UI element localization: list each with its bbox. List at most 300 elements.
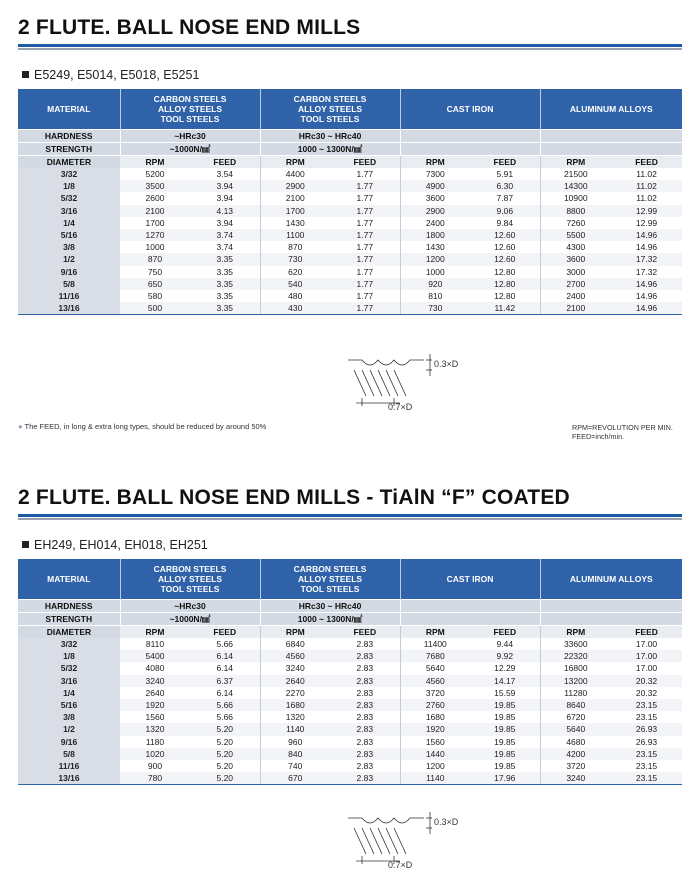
- strength-aluminum: [540, 613, 682, 626]
- rpm-cell: 3240: [260, 662, 330, 674]
- rpm-cell: 1140: [260, 723, 330, 735]
- hardness-cast-iron: [400, 600, 540, 613]
- feed-cell: 5.20: [216, 736, 234, 747]
- rpm-cell: 1920: [400, 723, 470, 735]
- title-rule-shadow: [18, 48, 682, 50]
- rpm-cell: 5640: [540, 723, 611, 735]
- feed-cell: 12.99: [635, 217, 658, 228]
- strength-carbon-2: 1000 ~ 1300N/㎟: [260, 143, 400, 156]
- diameter-cell: 3/16: [18, 205, 120, 217]
- rpm-cell: 1700: [260, 205, 330, 217]
- diameter-cell: 5/16: [18, 699, 120, 711]
- header-material: MATERIAL: [18, 559, 120, 600]
- feed-cell: 2.83: [330, 723, 400, 735]
- header-carbon-steels: [120, 559, 260, 600]
- cutting-conditions-table: [18, 559, 682, 785]
- feed-cell: 2.83: [356, 687, 374, 698]
- rpm-cell: 2760: [400, 699, 470, 711]
- feed-cell: 6.37: [190, 675, 260, 687]
- rpm-cell: 1700: [145, 217, 165, 228]
- feed-cell: 12.80: [494, 290, 516, 301]
- rpm-column-header: RPM: [540, 626, 611, 639]
- strength-carbon-1: ~1000N/㎟: [120, 613, 260, 626]
- feed-cell: 1.77: [330, 278, 400, 290]
- table-row: [18, 229, 682, 241]
- rpm-cell: 740: [260, 760, 330, 772]
- feed-cell: 14.17: [470, 675, 540, 687]
- header-line: ALLOY STEELS: [297, 104, 363, 114]
- diameter-cell: 13/16: [18, 772, 120, 785]
- feed-cell: 6.14: [216, 687, 234, 698]
- feed-cell: 3.35: [190, 302, 260, 315]
- header-line: ALLOY STEELS: [157, 104, 223, 114]
- feed-cell: 2.83: [330, 748, 400, 760]
- hardness-carbon-2: HRc30 ~ HRc40: [260, 130, 400, 143]
- feed-cell: 3.35: [216, 290, 234, 301]
- rpm-cell: 4900: [400, 180, 470, 192]
- rpm-cell: 4080: [145, 663, 165, 674]
- rpm-cell: 540: [260, 278, 330, 290]
- rpm-cell: 810: [400, 290, 470, 302]
- feed-cell: 1.77: [330, 253, 400, 265]
- rpm-cell: 430: [260, 302, 330, 315]
- diameter-cell: 1/4: [18, 687, 120, 699]
- rpm-cell: 7680: [400, 650, 470, 662]
- rpm-cell: 1430: [260, 217, 330, 229]
- table-row: [18, 687, 682, 699]
- rpm-cell: 870: [120, 253, 190, 265]
- bullet-square-icon: [22, 71, 29, 78]
- rpm-column-header: RPM: [260, 626, 330, 639]
- header-line: ALLOY STEELS: [297, 574, 363, 584]
- rpm-cell: 10900: [540, 192, 611, 204]
- strength-row: [18, 613, 682, 626]
- strength-carbon-2: 1000 ~ 1300N/㎟: [260, 613, 400, 626]
- rpm-cell: 670: [260, 772, 330, 785]
- header-aluminum-alloys: ALUMINUM ALLOYS: [540, 559, 682, 600]
- feed-cell: 17.00: [635, 663, 658, 674]
- feed-column-header: FEED: [611, 156, 682, 169]
- rpm-cell: 3720: [400, 687, 470, 699]
- rpm-cell: 14300: [540, 180, 611, 192]
- diameter-cell: 3/8: [18, 711, 120, 723]
- feed-cell: 3.54: [216, 169, 234, 180]
- feed-cell: 20.32: [611, 675, 682, 687]
- header-line: TOOL STEELS: [160, 114, 220, 124]
- rpm-cell: 3500: [120, 180, 190, 192]
- feed-cell: 1.77: [330, 229, 400, 241]
- feed-cell: 4.13: [190, 205, 260, 217]
- rpm-cell: 1680: [260, 699, 330, 711]
- feed-cell: 5.66: [190, 699, 260, 711]
- table-row: [18, 699, 682, 711]
- rpm-cell: 16800: [540, 662, 611, 674]
- rpm-column-header: RPM: [120, 626, 190, 639]
- rpm-column-header: RPM: [400, 626, 470, 639]
- hardness-aluminum: [540, 130, 682, 143]
- feed-cell: 19.85: [494, 736, 516, 747]
- diameter-cell: 3/32: [18, 168, 120, 180]
- header-line: TOOL STEELS: [160, 584, 220, 594]
- feed-cell: 19.85: [470, 748, 540, 760]
- feed-column-header: FEED: [330, 156, 400, 169]
- feed-cell: 12.29: [494, 663, 516, 674]
- feed-cell: 3.74: [190, 229, 260, 241]
- feed-cell: 7.87: [496, 193, 514, 204]
- header-cast-iron: CAST IRON: [400, 89, 540, 130]
- rpm-cell: 2270: [260, 687, 330, 699]
- rpm-cell: 2640: [260, 675, 330, 687]
- rpm-cell: 1920: [120, 699, 190, 711]
- feed-cell: 19.85: [494, 760, 516, 771]
- feed-cell: 11.42: [470, 302, 540, 315]
- rpm-cell: 8640: [540, 699, 611, 711]
- table-row: [18, 253, 682, 265]
- product-codes-text: E5249, E5014, E5018, E5251: [34, 68, 200, 82]
- feed-cell: 23.15: [635, 760, 658, 771]
- feed-column-header: FEED: [330, 626, 400, 639]
- feed-cell: 2.83: [330, 675, 400, 687]
- rpm-cell: 1270: [120, 229, 190, 241]
- rpm-cell: 22320: [540, 650, 611, 662]
- feed-cell: 3.35: [190, 253, 260, 265]
- feed-cell: 2.83: [356, 736, 374, 747]
- header-aluminum-alloys: ALUMINUM ALLOYS: [540, 89, 682, 130]
- feed-cell: 17.00: [635, 639, 658, 650]
- rpm-cell: 33600: [540, 638, 611, 650]
- table-row: [18, 650, 682, 662]
- feed-cell: 9.44: [496, 639, 514, 650]
- diameter-label: DIAMETER: [18, 626, 120, 639]
- rpm-cell: 620: [260, 266, 330, 278]
- table-row: [18, 662, 682, 674]
- rpm-cell: 8110: [145, 639, 165, 650]
- depth-label: 0.3×D: [434, 817, 459, 827]
- rpm-cell: 4300: [540, 241, 611, 253]
- hardness-carbon-1: ~HRc30: [120, 130, 260, 143]
- feed-cell: 23.15: [635, 712, 658, 723]
- table-row: [18, 736, 682, 748]
- rpm-cell: 4560: [400, 675, 470, 687]
- feed-cell: 12.80: [494, 266, 516, 277]
- feed-cell: 1.77: [330, 180, 400, 192]
- diameter-cell: 3/32: [18, 638, 120, 650]
- table-row: [18, 711, 682, 723]
- diameter-cell: 13/16: [18, 302, 120, 315]
- rpm-cell: 2900: [400, 205, 470, 217]
- rpm-cell: 1320: [260, 711, 330, 723]
- feed-cell: 1.77: [356, 290, 374, 301]
- rpm-cell: 1200: [400, 253, 470, 265]
- rpm-cell: 1000: [145, 242, 165, 253]
- legend-rpm: RPM=REVOLUTION PER MIN.: [572, 423, 673, 432]
- diameter-cell: 1/8: [18, 180, 120, 192]
- feed-cell: 2.83: [356, 639, 374, 650]
- header-row: [18, 89, 682, 130]
- rpm-cell: 4400: [260, 168, 330, 180]
- title-rule: [18, 514, 682, 517]
- rpm-cell: 2700: [540, 278, 611, 290]
- header-row: [18, 559, 682, 600]
- cutting-diagram: [340, 808, 460, 868]
- diameter-cell: 5/32: [18, 192, 120, 204]
- rpm-cell: 1560: [145, 712, 165, 723]
- strength-cast-iron: [400, 143, 540, 156]
- feed-cell: 1.77: [356, 217, 374, 228]
- feed-cell: 23.15: [611, 772, 682, 785]
- rpm-cell: 13200: [540, 675, 611, 687]
- rpm-cell: 1560: [400, 736, 470, 748]
- rpm-cell: 6840: [260, 638, 330, 650]
- feed-cell: 2.83: [330, 772, 400, 785]
- product-codes: [22, 538, 208, 552]
- header-line: CARBON STEELS: [153, 564, 227, 574]
- feed-cell: 3.74: [216, 242, 234, 253]
- table-row: [18, 278, 682, 290]
- header-material: MATERIAL: [18, 89, 120, 130]
- feed-column-header: FEED: [190, 156, 260, 169]
- feed-cell: 9.92: [470, 650, 540, 662]
- hardness-label: HARDNESS: [18, 130, 120, 143]
- table-row: [18, 180, 682, 192]
- table-row: [18, 760, 682, 772]
- pitch-label: 0.7×D: [388, 860, 413, 870]
- rpm-cell: 4680: [540, 736, 611, 748]
- table-row: [18, 217, 682, 229]
- cutting-diagram: [340, 350, 460, 410]
- feed-cell: 19.85: [470, 699, 540, 711]
- feed-cell: 9.84: [496, 217, 514, 228]
- feed-cell: 17.32: [611, 253, 682, 265]
- rpm-column-header: RPM: [120, 156, 190, 169]
- legend-feed: FEED=inch/min.: [572, 431, 625, 441]
- rpm-cell: 3240: [540, 772, 611, 785]
- rpm-cell: 730: [400, 302, 470, 315]
- table-row: [18, 168, 682, 180]
- header-line: CARBON STEELS: [153, 94, 227, 104]
- header-line: CARBON STEELS: [293, 564, 367, 574]
- rpm-cell: 2100: [260, 192, 330, 204]
- feed-cell: 3.94: [216, 217, 234, 228]
- diameter-cell: 1/2: [18, 723, 120, 735]
- section-title: 2 FLUTE. BALL NOSE END MILLS - TiAlN “F” COATED: [18, 486, 570, 509]
- header-line: CARBON STEELS: [293, 94, 367, 104]
- feed-cell: 2.83: [356, 663, 374, 674]
- header-line: ALLOY STEELS: [157, 574, 223, 584]
- feed-cell: 2.83: [330, 699, 400, 711]
- header-carbon-steels: [260, 89, 400, 130]
- section-title: 2 FLUTE. BALL NOSE END MILLS: [18, 16, 361, 39]
- feed-cell: 14.96: [611, 302, 682, 315]
- hardness-row: [18, 130, 682, 143]
- feed-cell: 14.96: [635, 290, 658, 301]
- pitch-label: 0.7×D: [388, 402, 413, 412]
- feed-cell: 17.32: [635, 266, 658, 277]
- feed-cell: 5.20: [190, 723, 260, 735]
- header-carbon-steels: [120, 89, 260, 130]
- rpm-column-header: RPM: [260, 156, 330, 169]
- bullet-square-icon: [22, 541, 29, 548]
- rpm-cell: 4200: [540, 748, 611, 760]
- feed-cell: 2.83: [330, 650, 400, 662]
- feed-cell: 1.77: [356, 242, 374, 253]
- table-row: [18, 192, 682, 204]
- feed-cell: 9.06: [470, 205, 540, 217]
- rpm-cell: 2400: [540, 290, 611, 302]
- table-row: [18, 748, 682, 760]
- hardness-cast-iron: [400, 130, 540, 143]
- rpm-cell: 1440: [400, 748, 470, 760]
- feed-cell: 12.60: [494, 242, 516, 253]
- feed-cell: 2.83: [356, 712, 374, 723]
- rpm-cell: 11400: [400, 638, 470, 650]
- table-row: [18, 723, 682, 735]
- rpm-cell: 2400: [400, 217, 470, 229]
- rpm-cell: 3600: [400, 192, 470, 204]
- feed-cell: 1.77: [330, 302, 400, 315]
- table-row: [18, 675, 682, 687]
- diameter-header-row: [18, 156, 682, 169]
- feed-note-text: The FEED, in long & extra long types, should be reduced by around 50%: [24, 422, 267, 431]
- feed-cell: 3.35: [190, 278, 260, 290]
- rpm-cell: 3720: [540, 760, 611, 772]
- rpm-column-header: RPM: [540, 156, 611, 169]
- feed-cell: 5.66: [216, 712, 234, 723]
- feed-cell: 19.85: [470, 723, 540, 735]
- rpm-cell: 2100: [120, 205, 190, 217]
- feed-cell: 6.14: [190, 650, 260, 662]
- rpm-cell: 1200: [400, 760, 470, 772]
- strength-row: [18, 143, 682, 156]
- feed-cell: 3.94: [190, 180, 260, 192]
- rpm-cell: 21500: [540, 168, 611, 180]
- feed-cell: 23.15: [611, 699, 682, 711]
- diameter-cell: 5/8: [18, 278, 120, 290]
- header-carbon-steels: [260, 559, 400, 600]
- rpm-cell: 3600: [540, 253, 611, 265]
- feed-cell: 1.77: [356, 266, 374, 277]
- feed-cell: 14.96: [611, 278, 682, 290]
- header-cast-iron: CAST IRON: [400, 559, 540, 600]
- feed-note: [18, 422, 266, 431]
- rpm-cell: 3000: [540, 266, 611, 278]
- rpm-cell: 730: [260, 253, 330, 265]
- rpm-cell: 960: [260, 736, 330, 748]
- diameter-header-row: [18, 626, 682, 639]
- strength-cast-iron: [400, 613, 540, 626]
- feed-cell: 26.93: [611, 723, 682, 735]
- diameter-cell: 11/16: [18, 760, 120, 772]
- feed-cell: 19.85: [494, 712, 516, 723]
- rpm-cell: 5400: [120, 650, 190, 662]
- feed-column-header: FEED: [611, 626, 682, 639]
- rpm-cell: 1800: [400, 229, 470, 241]
- rpm-cell: 7300: [400, 168, 470, 180]
- title-rule: [18, 44, 682, 47]
- rpm-cell: 6720: [540, 711, 611, 723]
- hardness-carbon-1: ~HRc30: [120, 600, 260, 613]
- rpm-cell: 2100: [540, 302, 611, 315]
- feed-cell: 11.02: [636, 193, 657, 204]
- table-row: [18, 205, 682, 217]
- rpm-cell: 750: [147, 266, 163, 277]
- feed-cell: 11.02: [636, 169, 657, 180]
- cutting-conditions-table: [18, 89, 682, 315]
- diameter-label: DIAMETER: [18, 156, 120, 169]
- diameter-cell: 11/16: [18, 290, 120, 302]
- feed-cell: 12.60: [470, 253, 540, 265]
- diameter-cell: 1/2: [18, 253, 120, 265]
- feed-cell: 1.77: [356, 193, 374, 204]
- rpm-cell: 2900: [260, 180, 330, 192]
- rpm-cell: 900: [147, 760, 163, 771]
- feed-cell: 5.91: [496, 169, 514, 180]
- rpm-cell: 1100: [260, 229, 330, 241]
- depth-label: 0.3×D: [434, 359, 459, 369]
- feed-cell: 1.77: [330, 205, 400, 217]
- strength-label: STRENGTH: [18, 613, 120, 626]
- diameter-cell: 9/16: [18, 266, 120, 278]
- diameter-cell: 1/8: [18, 650, 120, 662]
- rpm-cell: 1140: [400, 772, 470, 785]
- feed-cell: 11.02: [611, 180, 682, 192]
- feed-cell: 6.14: [216, 663, 234, 674]
- title-rule-shadow: [18, 518, 682, 520]
- rpm-cell: 5500: [540, 229, 611, 241]
- feed-cell: 1.77: [356, 169, 374, 180]
- feed-cell: 14.96: [635, 242, 658, 253]
- feed-cell: 20.32: [635, 687, 658, 698]
- diameter-cell: 5/8: [18, 748, 120, 760]
- rpm-cell: 5200: [145, 169, 165, 180]
- rpm-cell: 1320: [120, 723, 190, 735]
- feed-cell: 15.59: [494, 687, 516, 698]
- rpm-cell: 2600: [145, 193, 165, 204]
- feed-cell: 3.94: [216, 193, 234, 204]
- strength-label: STRENGTH: [18, 143, 120, 156]
- rpm-cell: 840: [260, 748, 330, 760]
- feed-cell: 14.96: [611, 229, 682, 241]
- rpm-cell: 1180: [145, 736, 165, 747]
- feed-cell: 26.93: [635, 736, 658, 747]
- header-line: TOOL STEELS: [300, 584, 360, 594]
- rpm-cell: 480: [260, 290, 330, 302]
- feed-cell: 12.99: [611, 205, 682, 217]
- rpm-cell: 2640: [145, 687, 165, 698]
- hardness-label: HARDNESS: [18, 600, 120, 613]
- header-line: TOOL STEELS: [300, 114, 360, 124]
- feed-cell: 17.00: [611, 650, 682, 662]
- feed-cell: 5.66: [216, 639, 234, 650]
- feed-cell: 5.20: [190, 772, 260, 785]
- feed-cell: 12.60: [470, 229, 540, 241]
- table-row: [18, 638, 682, 650]
- diameter-cell: 5/32: [18, 662, 120, 674]
- rpm-cell: 780: [120, 772, 190, 785]
- diameter-cell: 9/16: [18, 736, 120, 748]
- rpm-cell: 1020: [120, 748, 190, 760]
- table-row: [18, 241, 682, 253]
- table-row: [18, 266, 682, 278]
- diameter-cell: 3/8: [18, 241, 120, 253]
- feed-column-header: FEED: [470, 156, 540, 169]
- rpm-cell: 920: [400, 278, 470, 290]
- rpm-cell: 8800: [540, 205, 611, 217]
- feed-cell: 6.30: [470, 180, 540, 192]
- diameter-cell: 5/16: [18, 229, 120, 241]
- note-bullet-icon: ●: [18, 422, 23, 431]
- rpm-cell: 650: [120, 278, 190, 290]
